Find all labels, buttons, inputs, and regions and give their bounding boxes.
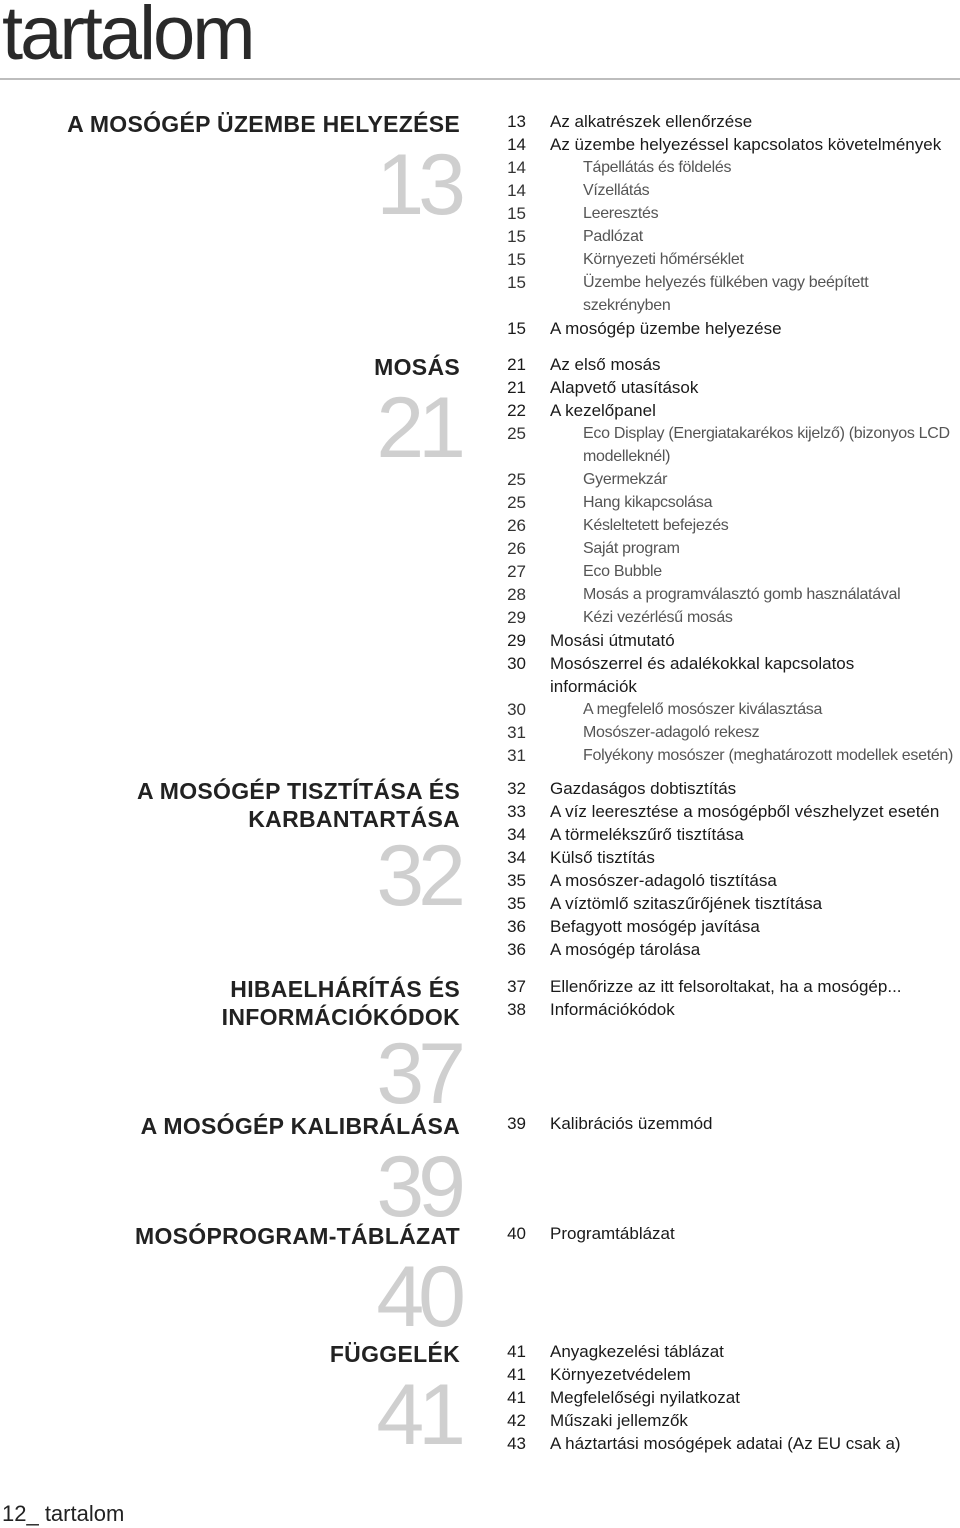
toc-entry[interactable] xyxy=(0,629,960,652)
toc-entry[interactable] xyxy=(0,514,960,537)
toc-entry[interactable] xyxy=(0,1112,960,1135)
entry-page-number: 31 xyxy=(507,746,526,765)
entry-title: Tápellátás és földelés xyxy=(583,159,732,176)
section-heading: FÜGGELÉK xyxy=(329,1341,460,1367)
toc-entry[interactable] xyxy=(0,915,960,938)
entry-page-number: 25 xyxy=(507,424,526,443)
toc-entry[interactable] xyxy=(0,1340,960,1363)
toc-entry[interactable] xyxy=(0,698,960,721)
toc-entry[interactable] xyxy=(0,1432,960,1455)
toc-entry[interactable] xyxy=(0,721,960,744)
toc-entry[interactable] xyxy=(0,468,960,491)
toc-entry[interactable] xyxy=(0,133,960,156)
toc-entry[interactable] xyxy=(0,156,960,179)
entry-title: Hang kikapcsolása xyxy=(583,494,713,511)
entry-page-number: 14 xyxy=(507,135,526,154)
toc-entry[interactable] xyxy=(0,399,960,422)
page-footer: 12_ tartalom xyxy=(2,1501,125,1526)
entry-title: Mosási útmutató xyxy=(550,631,675,650)
entry-page-number: 15 xyxy=(507,250,526,269)
toc-entry[interactable] xyxy=(0,1409,960,1432)
section-number: 21 xyxy=(376,380,460,476)
entry-title: Ellenőrizze az itt felsoroltakat, ha a mosógép... xyxy=(550,977,902,996)
entry-page-number: 37 xyxy=(507,977,526,996)
entry-page-number: 15 xyxy=(507,273,526,292)
entry-title: Anyagkezelési táblázat xyxy=(550,1342,724,1361)
title-divider xyxy=(0,78,960,80)
entry-page-number: 43 xyxy=(507,1434,526,1453)
toc-entry[interactable] xyxy=(0,248,960,271)
section-heading: A MOSÓGÉP KALIBRÁLÁSA xyxy=(140,1113,460,1139)
entry-title: Az üzembe helyezéssel kapcsolatos követelmények xyxy=(550,135,942,154)
page-title: tartalom xyxy=(2,0,253,76)
entry-page-number: 29 xyxy=(507,631,526,650)
entry-page-number: 27 xyxy=(507,562,526,581)
toc-entry[interactable] xyxy=(0,1363,960,1386)
entry-title: Folyékony mosószer (meghatározott modellek esetén) xyxy=(583,747,954,764)
entry-title: Alapvető utasítások xyxy=(550,378,699,397)
entry-title: A víztömlő szitaszűrőjének tisztítása xyxy=(550,894,823,913)
entry-title: Késleltetett befejezés xyxy=(583,517,729,534)
toc-entry[interactable] xyxy=(0,652,960,698)
entry-page-number: 32 xyxy=(507,779,526,798)
entry-title: A kezelőpanel xyxy=(550,401,656,420)
entry-title: Környezeti hőmérséklet xyxy=(583,251,744,268)
toc-entry[interactable] xyxy=(0,110,960,133)
toc-entry[interactable] xyxy=(0,800,960,823)
toc-entry[interactable] xyxy=(0,317,960,340)
entry-page-number: 41 xyxy=(507,1365,526,1384)
entry-title: Saját program xyxy=(583,540,680,557)
entry-title: Vízellátás xyxy=(583,182,650,199)
toc-entry[interactable] xyxy=(0,560,960,583)
entry-title: A mosógép üzembe helyezése xyxy=(550,319,782,338)
entry-page-number: 41 xyxy=(507,1342,526,1361)
toc-entry[interactable] xyxy=(0,846,960,869)
entry-page-number: 14 xyxy=(507,181,526,200)
entry-page-number: 30 xyxy=(507,654,526,673)
entry-page-number: 25 xyxy=(507,470,526,489)
entry-title: Mosás a programválasztó gomb használatával xyxy=(583,586,901,603)
entry-title: Eco Display (Energiatakarékos kijelző) (bizonyos LCD modelleknél) xyxy=(583,425,950,465)
toc-entry[interactable] xyxy=(0,938,960,961)
entry-title: A mosógép tárolása xyxy=(550,940,701,959)
entry-page-number: 41 xyxy=(507,1388,526,1407)
entry-page-number: 39 xyxy=(507,1114,526,1133)
toc-entry[interactable] xyxy=(0,353,960,376)
section-number: 41 xyxy=(376,1367,460,1463)
entry-page-number: 36 xyxy=(507,917,526,936)
entry-title: A mosószer-adagoló tisztítása xyxy=(550,871,777,890)
entry-title: Műszaki jellemzők xyxy=(550,1411,688,1430)
entry-page-number: 30 xyxy=(507,700,526,719)
toc-entry[interactable] xyxy=(0,869,960,892)
section-heading: A MOSÓGÉP ÜZEMBE HELYEZÉSE xyxy=(67,111,460,137)
entry-title: Eco Bubble xyxy=(583,563,662,580)
section-number: 37 xyxy=(376,1026,460,1122)
toc-entry[interactable] xyxy=(0,744,960,767)
section-heading: MOSÁS xyxy=(374,354,460,380)
entry-page-number: 14 xyxy=(507,158,526,177)
entry-title: Leeresztés xyxy=(583,205,659,222)
toc-entry[interactable] xyxy=(0,271,960,317)
section-heading: HIBAELHÁRÍTÁS ÉS INFORMÁCIÓKÓDOK xyxy=(221,976,460,1030)
section-number: 13 xyxy=(376,137,460,233)
entry-page-number: 33 xyxy=(507,802,526,821)
entry-title: Kézi vezérlésű mosás xyxy=(583,609,733,626)
toc-entry[interactable] xyxy=(0,491,960,514)
entry-page-number: 13 xyxy=(507,112,526,131)
entry-title: Az első mosás xyxy=(550,355,661,374)
entry-page-number: 35 xyxy=(507,871,526,890)
toc-entry[interactable] xyxy=(0,376,960,399)
toc-entry[interactable] xyxy=(0,179,960,202)
entry-page-number: 22 xyxy=(507,401,526,420)
entry-page-number: 34 xyxy=(507,848,526,867)
entry-title: Megfelelőségi nyilatkozat xyxy=(550,1388,740,1407)
entry-title: A víz leeresztése a mosógépből vészhelyzet esetén xyxy=(550,802,940,821)
entry-title: Gyermekzár xyxy=(583,471,668,488)
entry-title: Információkódok xyxy=(550,1000,675,1019)
entry-page-number: 36 xyxy=(507,940,526,959)
toc-entry[interactable] xyxy=(0,422,960,468)
entry-title: Befagyott mosógép javítása xyxy=(550,917,760,936)
entry-title: Padlózat xyxy=(583,228,643,245)
entry-page-number: 21 xyxy=(507,378,526,397)
entry-page-number: 40 xyxy=(507,1224,526,1243)
toc-entry[interactable] xyxy=(0,225,960,248)
toc-entry[interactable] xyxy=(0,583,960,606)
entry-page-number: 28 xyxy=(507,585,526,604)
toc-entry[interactable] xyxy=(0,606,960,629)
entry-page-number: 38 xyxy=(507,1000,526,1019)
entry-title: Külső tisztítás xyxy=(550,848,655,867)
section-number: 32 xyxy=(376,828,460,924)
entry-title: Az alkatrészek ellenőrzése xyxy=(550,112,753,131)
toc-entry[interactable] xyxy=(0,998,960,1021)
toc-entry[interactable] xyxy=(0,892,960,915)
entry-page-number: 15 xyxy=(507,227,526,246)
entry-title: Kalibrációs üzemmód xyxy=(550,1114,713,1133)
toc-entry[interactable] xyxy=(0,1222,960,1245)
entry-page-number: 42 xyxy=(507,1411,526,1430)
entry-title: Mosószer-adagoló rekesz xyxy=(583,724,760,741)
entry-page-number: 26 xyxy=(507,516,526,535)
section-heading: A MOSÓGÉP TISZTÍTÁSA ÉS KARBANTARTÁSA xyxy=(137,778,460,832)
entry-page-number: 31 xyxy=(507,723,526,742)
section-number: 40 xyxy=(376,1249,460,1345)
entry-title: Programtáblázat xyxy=(550,1224,675,1243)
toc-entry[interactable] xyxy=(0,777,960,800)
entry-page-number: 15 xyxy=(507,319,526,338)
toc-entry[interactable] xyxy=(0,1386,960,1409)
section-heading: MOSÓPROGRAM-TÁBLÁZAT xyxy=(135,1223,460,1249)
toc-entry[interactable] xyxy=(0,202,960,225)
entry-page-number: 15 xyxy=(507,204,526,223)
entry-page-number: 35 xyxy=(507,894,526,913)
entry-page-number: 21 xyxy=(507,355,526,374)
entry-title: Gazdaságos dobtisztítás xyxy=(550,779,737,798)
entry-title: Üzembe helyezés fülkében vagy beépített szekrényben xyxy=(583,274,869,314)
entry-page-number: 26 xyxy=(507,539,526,558)
entry-title: A törmelékszűrő tisztítása xyxy=(550,825,744,844)
toc-entry[interactable] xyxy=(0,975,960,998)
entry-title: Mosószerrel és adalékokkal kapcsolatos információk xyxy=(550,654,855,696)
toc-entry[interactable] xyxy=(0,537,960,560)
entry-title: Környezetvédelem xyxy=(550,1365,691,1384)
toc-entry[interactable] xyxy=(0,823,960,846)
entry-title: A háztartási mosógépek adatai (Az EU csak a) xyxy=(550,1434,901,1453)
entry-page-number: 25 xyxy=(507,493,526,512)
entry-page-number: 29 xyxy=(507,608,526,627)
entry-page-number: 34 xyxy=(507,825,526,844)
entry-title: A megfelelő mosószer kiválasztása xyxy=(583,701,823,718)
section-number: 39 xyxy=(376,1139,460,1235)
